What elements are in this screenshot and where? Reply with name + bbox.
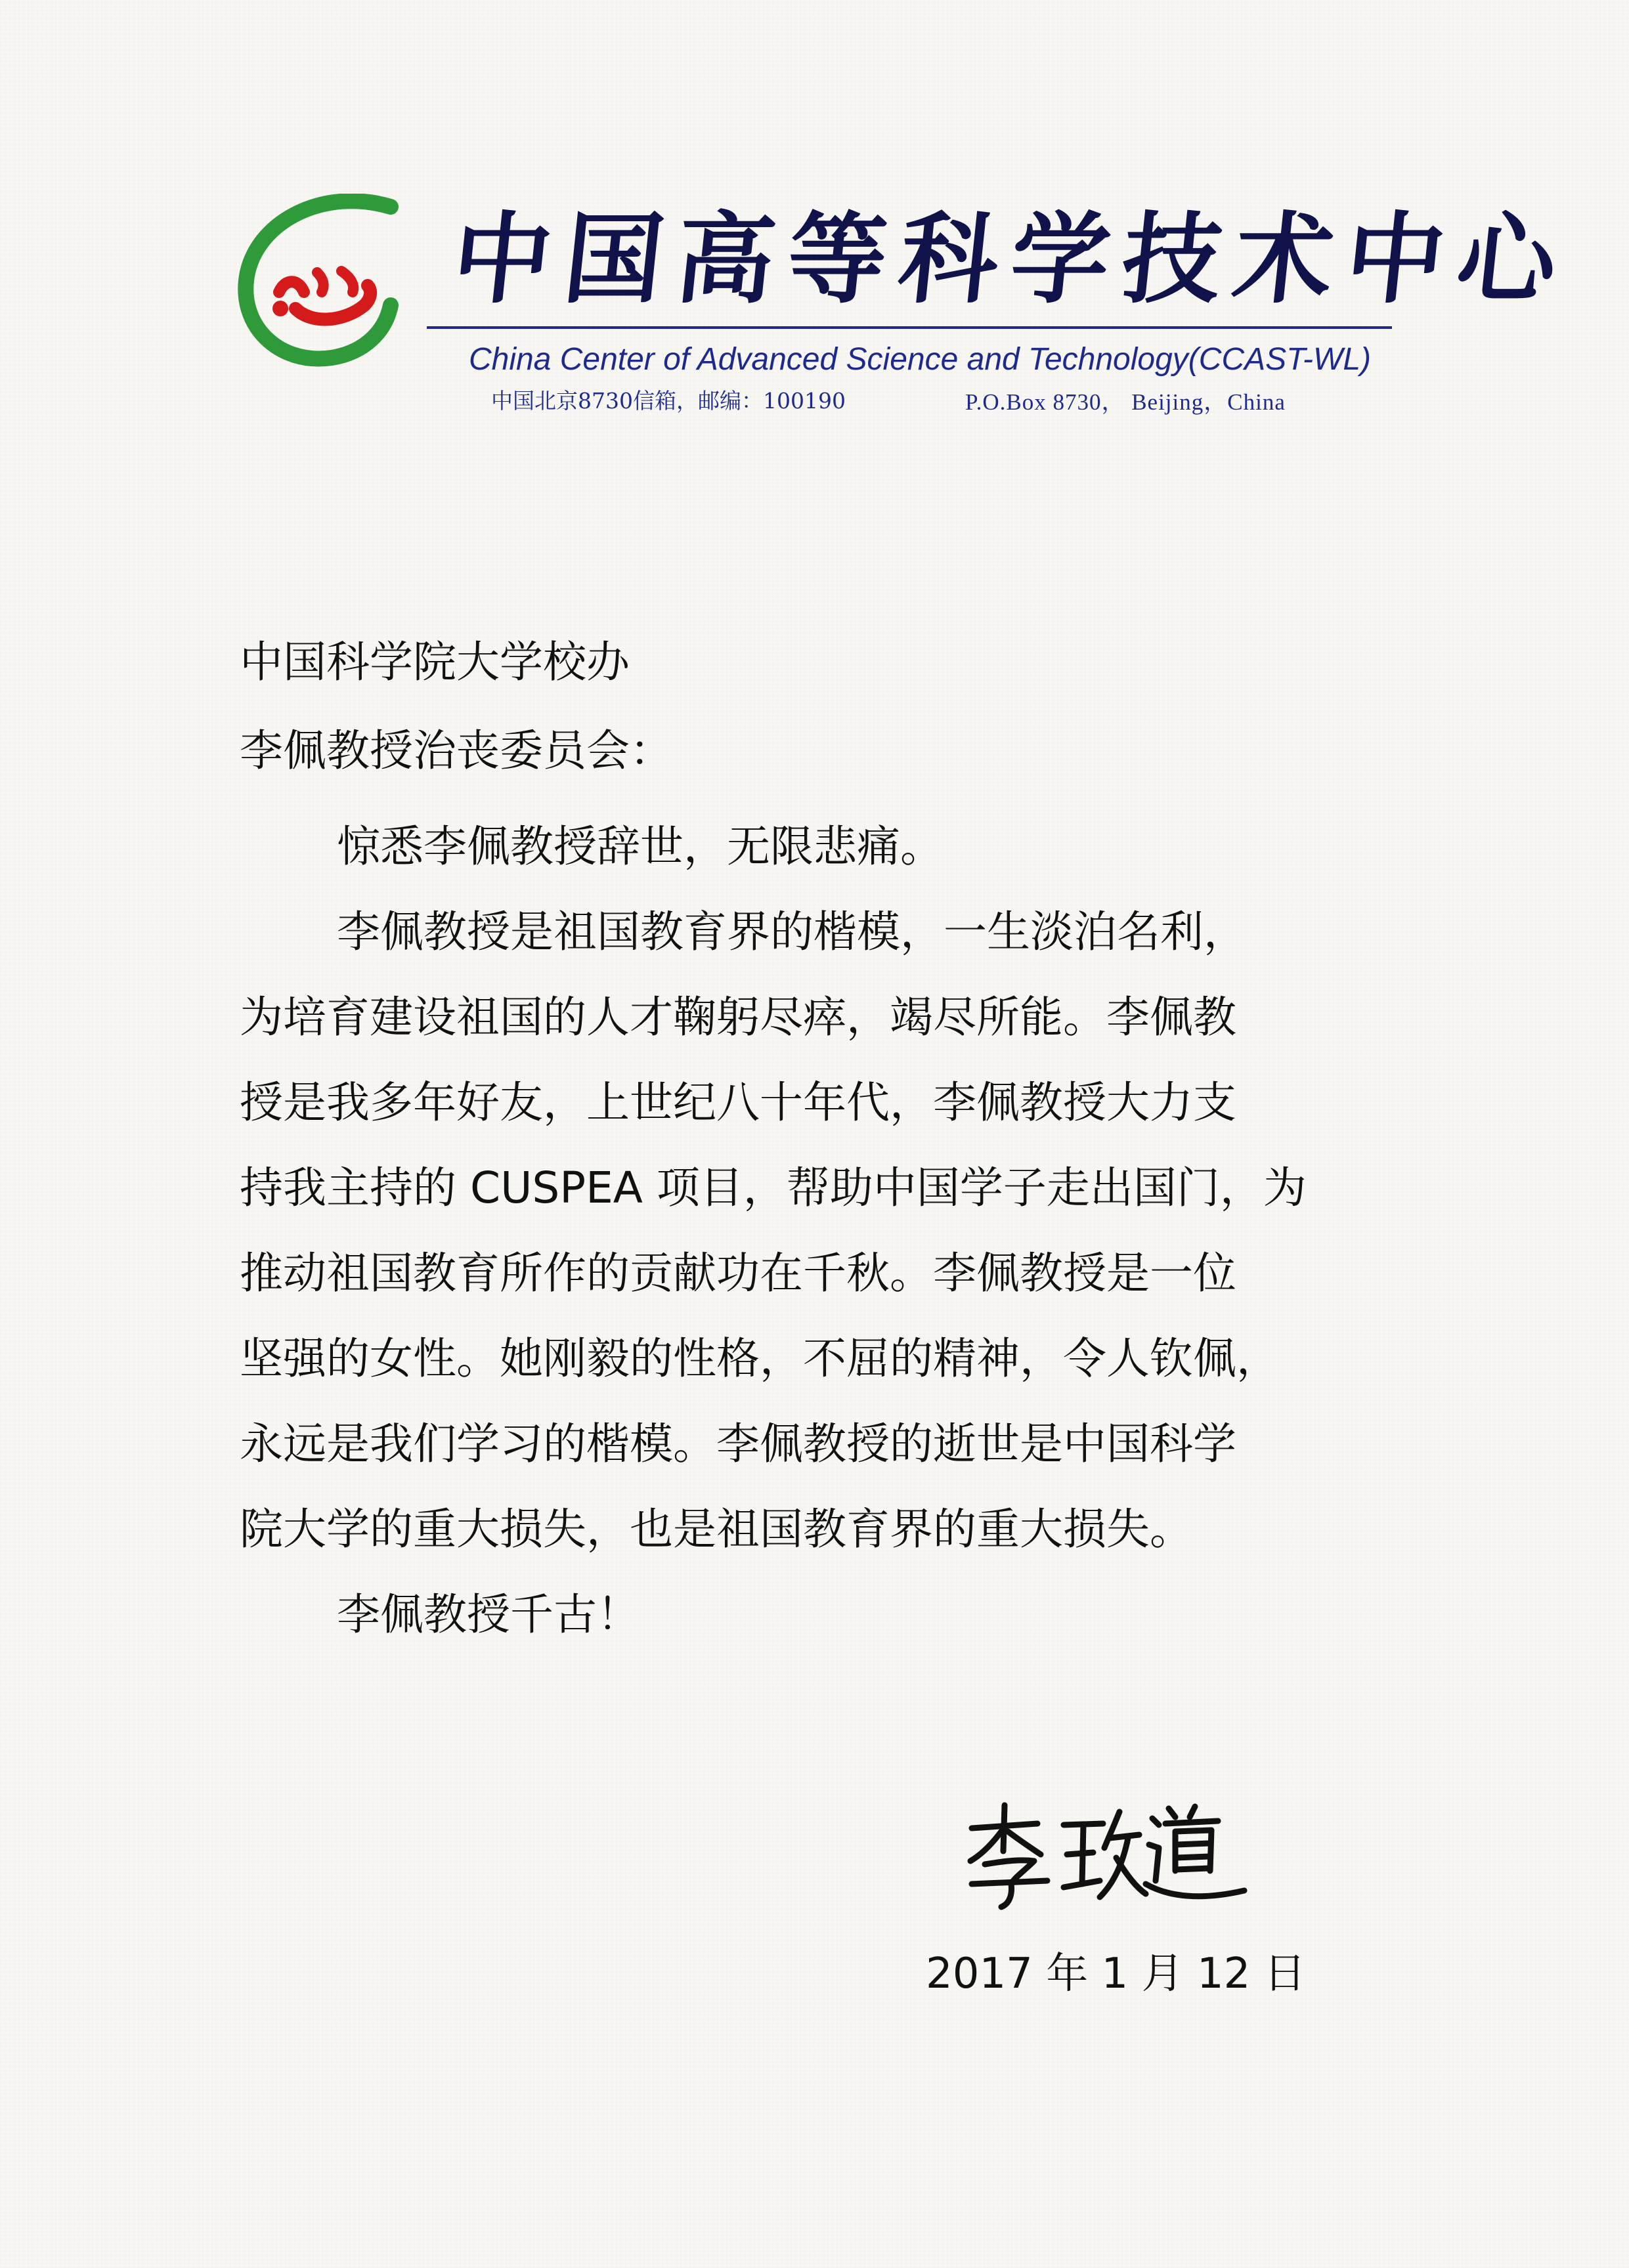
body-line: 李佩教授千古！: [337, 1589, 640, 1640]
recipient-line-1: 中国科学院大学校办: [240, 637, 630, 687]
ccast-logo: [233, 194, 424, 371]
body-line: 推动祖国教育所作的贡献功在千秋。李佩教授是一位: [240, 1248, 1236, 1298]
body-line: 李佩教授是祖国教育界的楷模，一生淡泊名利，: [337, 907, 1247, 957]
letterhead-divider: [427, 326, 1392, 329]
handwritten-signature: [959, 1799, 1254, 1910]
letterhead-title-english: China Center of Advanced Science and Technology(CCAST-WL): [468, 342, 1372, 377]
body-line: 持我主持的 CUSPEA 项目，帮助中国学子走出国门，为: [240, 1163, 1307, 1213]
body-line: 院大学的重大损失，也是祖国教育界的重大损失。: [240, 1504, 1193, 1554]
body-line: 授是我多年好友，上世纪八十年代，李佩教授大力支: [240, 1077, 1236, 1128]
letterhead-address-chinese: 中国北京8730信箱，邮编：100190: [491, 388, 846, 414]
body-line: 惊悉李佩教授辞世，无限悲痛。: [337, 821, 944, 872]
letter-date: 2017 年 1 月 12 日: [926, 1950, 1306, 1998]
body-line: 永远是我们学习的楷模。李佩教授的逝世是中国科学: [240, 1419, 1236, 1469]
recipient-line-2: 李佩教授治丧委员会：: [240, 725, 673, 776]
body-line: 为培育建设祖国的人才鞠躬尽瘁，竭尽所能。李佩教: [240, 992, 1236, 1042]
letterhead-address-english: P.O.Box 8730， Beijing，China: [965, 389, 1286, 415]
body-line: 坚强的女性。她刚毅的性格，不屈的精神，令人钦佩，: [240, 1333, 1280, 1384]
letterhead-title-chinese: 中国高等科学技术中心: [446, 202, 1576, 317]
